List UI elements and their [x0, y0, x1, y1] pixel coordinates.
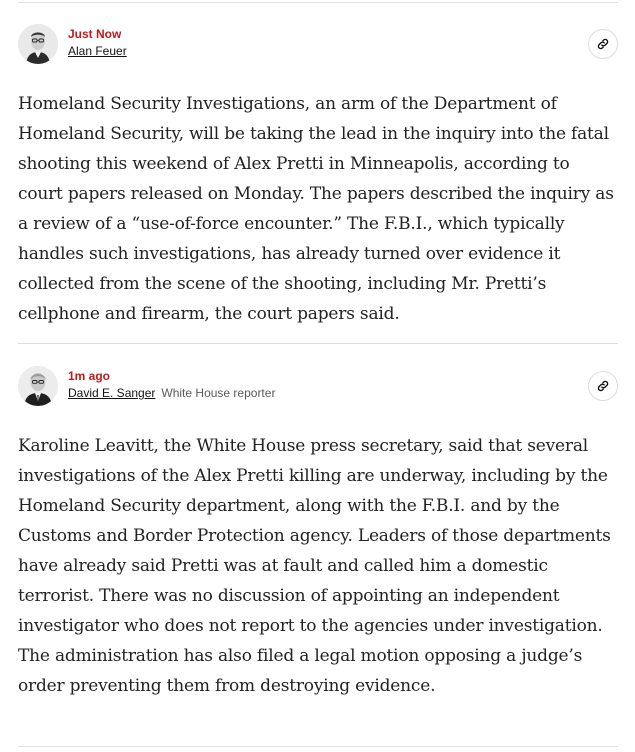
author-photo-icon	[18, 24, 58, 64]
post-body: Karoline Leavitt, the White House press secretary, said that several investigations of the Alex Pretti killing are underway, including by the Homeland Security department, along with the F.B.I. and by the Customs and Border Protection agency. Leaders of those departments have already said Pretti was at fault and called him a domestic terrorist. There was no discussion of appointing an independent investigator who does not report to the agencies under investigation. The administration has also filed a legal motion opposing a judge’s order preventing them from destroying evidence.	[18, 436, 611, 696]
byline	[18, 24, 618, 64]
author-link[interactable]: David E. Sanger	[68, 386, 156, 400]
author-line	[68, 385, 275, 401]
link-icon	[596, 37, 610, 51]
author-link[interactable]: Alan Feuer	[68, 44, 127, 58]
author-avatar[interactable]	[18, 366, 58, 406]
link-icon	[596, 379, 610, 393]
timestamp: Just Now	[68, 27, 122, 41]
copy-link-button[interactable]	[588, 29, 618, 59]
author-photo-icon	[18, 366, 58, 406]
live-update-post	[18, 366, 618, 701]
top-divider	[18, 2, 618, 3]
timestamp: 1m ago	[68, 369, 111, 383]
author-avatar[interactable]	[18, 24, 58, 64]
byline	[18, 366, 618, 406]
copy-link-button[interactable]	[588, 371, 618, 401]
post-divider	[18, 343, 618, 344]
post-body: Homeland Security Investigations, an arm of the Department of Homeland Security, will be taking the lead in the inquiry into the fatal shooting this weekend of Alex Pretti in Minneapolis, according to court papers released on Monday. The papers described the inquiry as a review of a “use-of-force encounter.” The F.B.I., which typically handles such investigations, has already turned over evidence it collected from the scene of the shooting, including Mr. Pretti’s cellphone and firearm, the court papers said.	[18, 94, 614, 324]
live-update-post	[18, 24, 618, 329]
bottom-divider	[18, 746, 618, 747]
byline-meta	[68, 27, 127, 59]
author-line	[68, 43, 127, 59]
byline-meta	[68, 369, 275, 401]
author-role: White House reporter	[161, 386, 276, 400]
